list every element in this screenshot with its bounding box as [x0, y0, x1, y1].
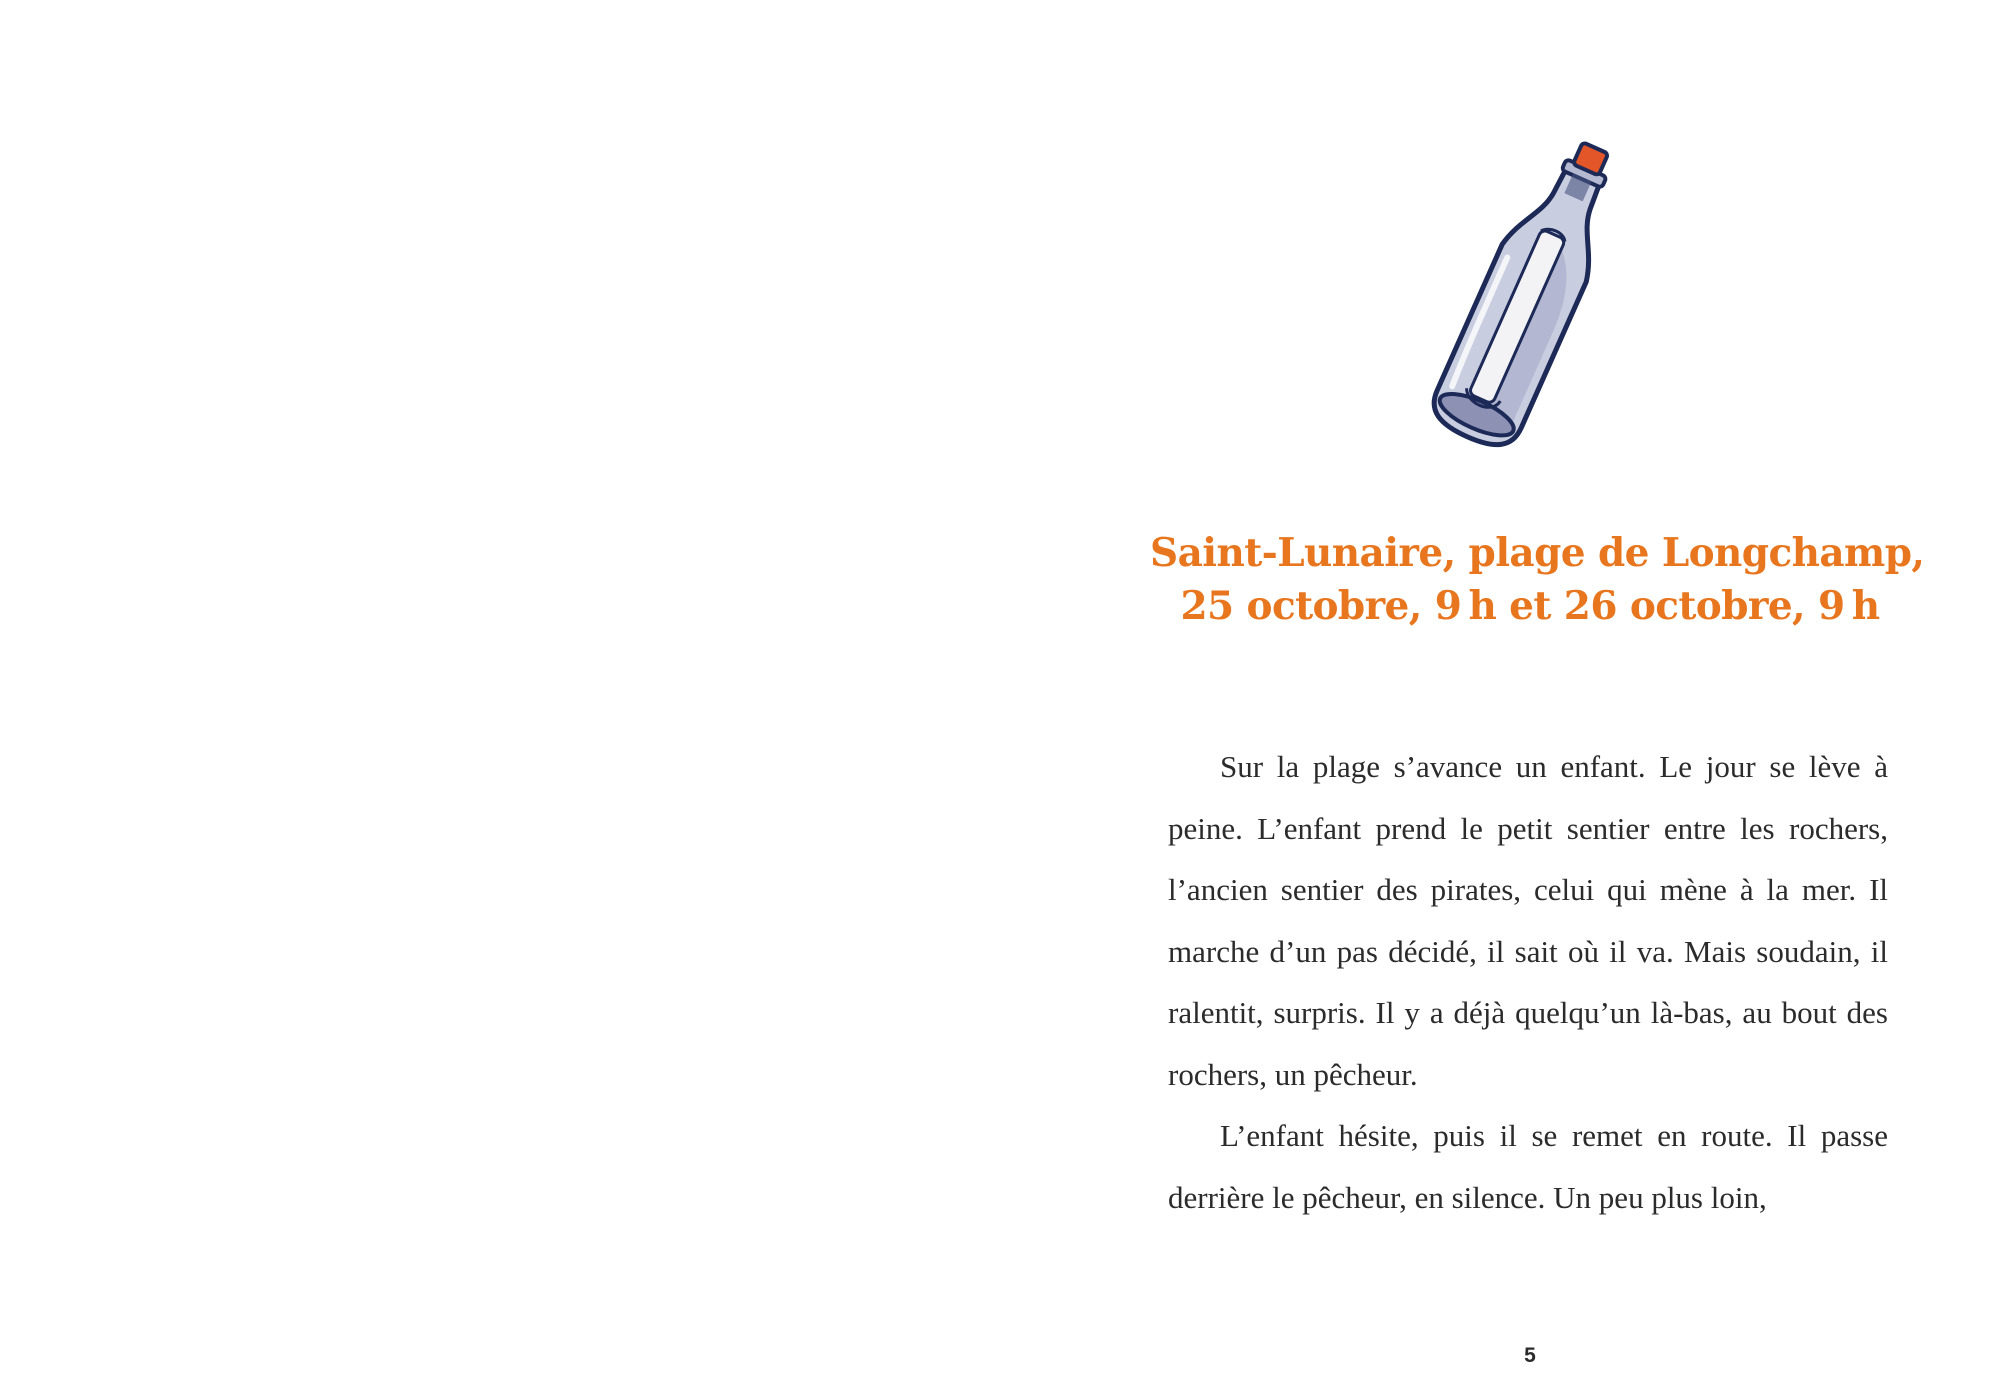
page-number: 5 [1524, 1344, 1536, 1367]
paragraph: L’enfant hésite, puis il se remet en route. Il passe derrière le pêcheur, en silence. Un peu plus loin, [1168, 1118, 1888, 1215]
chapter-title-line-2: 25 octobre, 9 h et 26 octobre, 9 h [1180, 583, 1880, 629]
bottle-with-message-icon [1420, 120, 1640, 470]
chapter-title [1150, 527, 1925, 633]
body-text [1168, 736, 1888, 1228]
chapter-title-line-1: Saint-Lunaire, plage de Longchamp, [1150, 530, 1925, 576]
paragraph: Sur la plage s’avance un enfant. Le jour se lève à peine. L’enfant prend le petit sentier entre les rochers, l’ancien sentier des pirates, celui qui mène à la mer. Il marche d’un pas décidé, il sait où il va. Mais soudain, il ralentit, surpris. Il y a déjà quelqu’un là-bas, au bout des rochers, un pêcheur. [1168, 749, 1888, 1092]
